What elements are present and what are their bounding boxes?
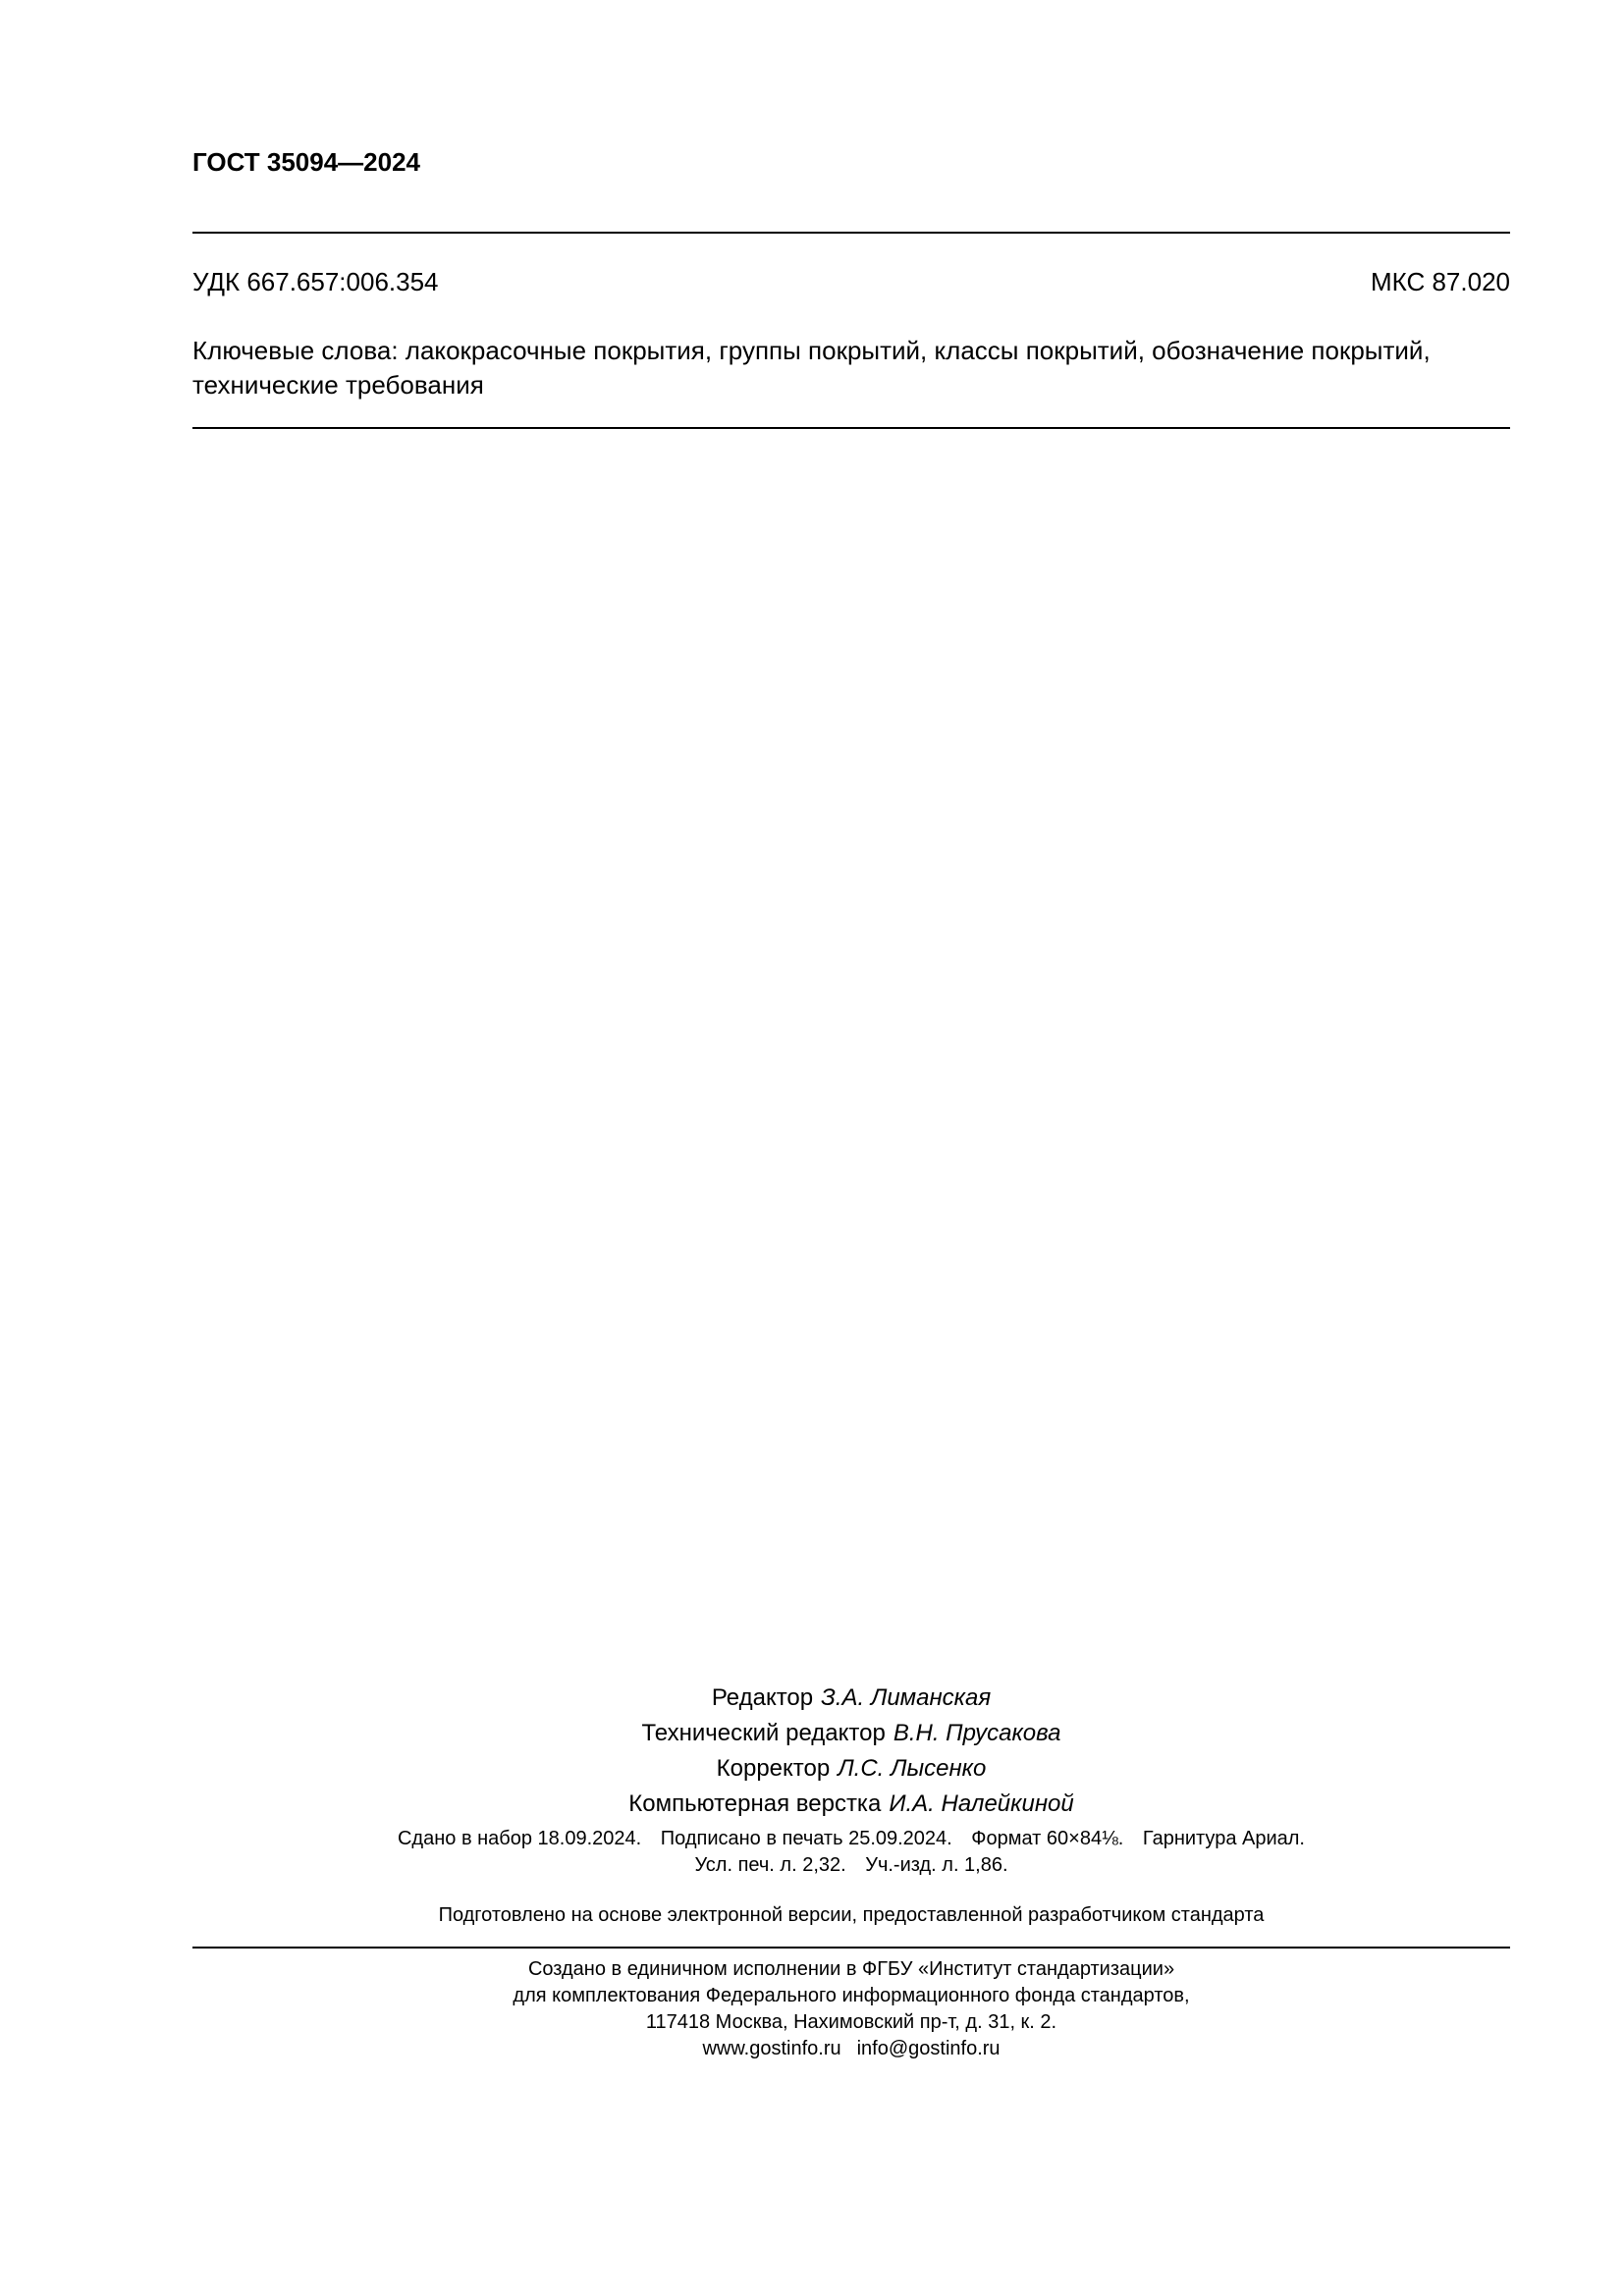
credit-editor <box>192 1681 1510 1716</box>
website-link[interactable]: www.gostinfo.ru <box>702 2038 841 2059</box>
prepared-note: Подготовлено на основе электронной версии, предоставленной разработчиком стандарта <box>438 1904 1265 1926</box>
credits-block <box>192 1681 1510 1822</box>
mks-code: МКС 87.020 <box>1370 267 1510 296</box>
signed-for-print: Подписано в печать 25.09.2024. <box>660 1828 952 1849</box>
publisher-contacts <box>192 2036 1510 2062</box>
publisher-line: Создано в единичном исполнении в ФГБУ «Институт стандартизации» <box>527 1958 1175 1980</box>
publisher-block <box>192 1956 1510 2062</box>
udk-code: УДК 667.657:006.354 <box>192 267 439 296</box>
credit-role: Технический редактор <box>641 1720 886 1746</box>
credit-layout <box>192 1787 1510 1822</box>
keywords-divider <box>192 427 1510 429</box>
credit-tech-editor <box>192 1716 1510 1751</box>
credit-corrector <box>192 1751 1510 1787</box>
keywords-line: технические требования <box>192 370 484 400</box>
credit-person: И.А. Налейкиной <box>889 1790 1074 1817</box>
print-info-block <box>192 1826 1510 1879</box>
publisher-line: для комплектования Федерального информационного фонда стандартов, <box>513 1985 1190 2006</box>
print-info-line <box>192 1826 1510 1852</box>
email-link[interactable]: info@gostinfo.ru <box>856 2038 1001 2059</box>
print-info-line <box>192 1852 1510 1879</box>
print-sheets: Усл. печ. л. 2,32. <box>694 1854 846 1876</box>
edition-sheets: Уч.-изд. л. 1,86. <box>865 1854 1008 1876</box>
keywords-line: Ключевые слова: лакокрасочные покрытия, группы покрытий, классы покрытий, обозначение покрытий, <box>192 336 1431 365</box>
credit-role: Корректор <box>716 1755 831 1782</box>
credit-person: Л.С. Лысенко <box>838 1755 987 1782</box>
document-code: ГОСТ 35094—2024 <box>192 147 420 177</box>
typeface: Гарнитура Ариал. <box>1142 1828 1305 1849</box>
credit-role: Редактор <box>711 1684 814 1711</box>
publisher-address: 117418 Москва, Нахимовский пр-т, д. 31, к. 2. <box>645 2011 1057 2033</box>
credit-role: Компьютерная верстка <box>628 1790 882 1817</box>
paper-format: Формат 60×84⅛. <box>971 1828 1124 1849</box>
sent-to-typesetting: Сдано в набор 18.09.2024. <box>397 1828 642 1849</box>
credit-person: З.А. Лиманская <box>821 1684 992 1711</box>
credit-person: В.Н. Прусакова <box>893 1720 1061 1746</box>
top-divider <box>192 232 1510 234</box>
keywords-block <box>192 334 1510 402</box>
footer-divider <box>192 1947 1510 1949</box>
